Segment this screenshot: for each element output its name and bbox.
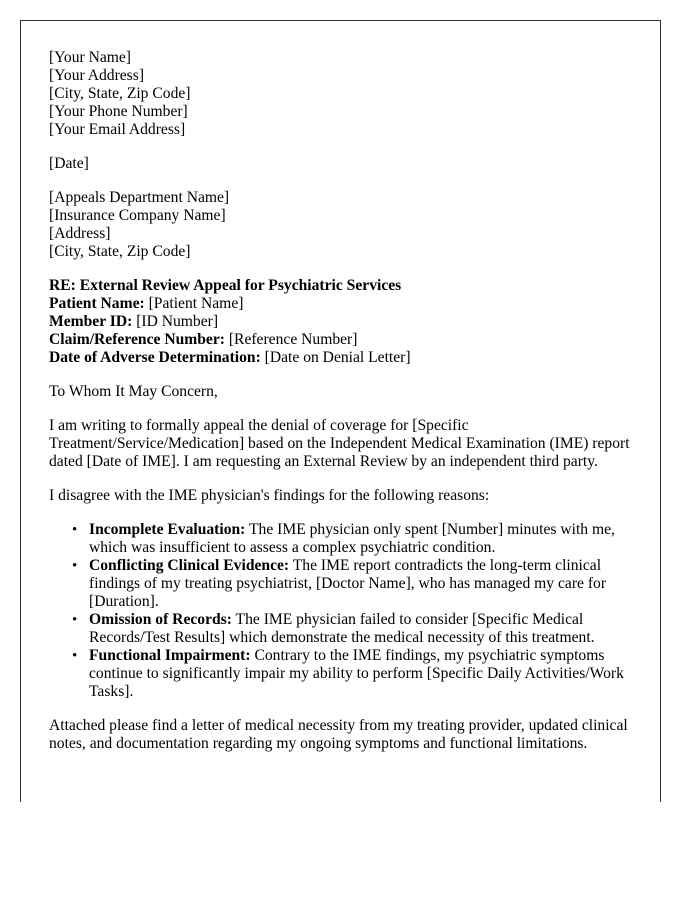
reference-field-patient-name — [49, 295, 632, 313]
letter-page — [20, 20, 661, 802]
disagree-lead-paragraph: I disagree with the IME physician's findings for the following reasons: — [49, 487, 490, 504]
intro-paragraph: I am writing to formally appeal the denial of coverage for [Specific Treatment/Service/Medication] based on the Independent Medical Examination (IME) report dated [Date of IME]. I am requesting an External Review by an independent third party. — [49, 417, 630, 470]
reference-field-member-id — [49, 313, 632, 331]
subject-text: RE: External Review Appeal for Psychiatric Services — [49, 277, 402, 294]
bullet-icon: • — [72, 522, 78, 538]
sender-name: [Your Name] — [49, 49, 132, 66]
recipient-address-block — [49, 189, 632, 261]
reason-title: Incomplete Evaluation: — [89, 521, 246, 538]
sender-email: [Your Email Address] — [49, 121, 186, 138]
field-label: Patient Name: — [49, 295, 145, 312]
sender-address-block — [49, 49, 632, 139]
bullet-icon: • — [72, 558, 78, 574]
field-label: Date of Adverse Determination: — [49, 349, 261, 366]
reason-item-incomplete-evaluation — [72, 521, 632, 557]
reason-item-omission-of-records — [72, 611, 632, 647]
field-value: [ID Number] — [132, 313, 219, 330]
recipient-city-state-zip: [City, State, Zip Code] — [49, 243, 191, 260]
reason-title: Conflicting Clinical Evidence: — [89, 557, 290, 574]
field-value: [Reference Number] — [224, 331, 358, 348]
sender-city-state-zip: [City, State, Zip Code] — [49, 85, 191, 102]
reason-item-conflicting-evidence — [72, 557, 632, 611]
document-viewport — [20, 20, 661, 802]
field-label: Member ID: — [49, 313, 133, 330]
salutation: To Whom It May Concern, — [49, 383, 218, 400]
reference-field-claim-number — [49, 331, 632, 349]
bullet-icon: • — [72, 612, 78, 628]
reason-text: The IME report contradicts the long-term clinical findings of my treating psychiatrist, [Doctor Name], who has managed my care for [Duration]. — [89, 557, 607, 610]
reason-text: The IME physician only spent [Number] minutes with me, which was insufficient to assess a complex psychiatric condition. — [89, 521, 615, 556]
reference-field-determination-date — [49, 349, 632, 367]
reference-block — [49, 277, 632, 367]
sender-phone: [Your Phone Number] — [49, 103, 188, 120]
letter-content — [21, 21, 660, 753]
reason-text: Contrary to the IME findings, my psychiatric symptoms continue to significantly impair my ability to perform [Specific Daily Activities/Work Tasks]. — [89, 647, 624, 700]
recipient-address: [Address] — [49, 225, 111, 242]
letter-date: [Date] — [49, 155, 89, 172]
subject-line — [49, 277, 632, 295]
field-label: Claim/Reference Number: — [49, 331, 225, 348]
field-value: [Patient Name] — [144, 295, 244, 312]
bullet-icon: • — [72, 648, 78, 664]
reason-text: The IME physician failed to consider [Specific Medical Records/Test Results] which demonstrate the medical necessity of this treatment. — [89, 611, 595, 646]
date-block — [49, 155, 632, 173]
field-value: [Date on Denial Letter] — [260, 349, 411, 366]
recipient-company: [Insurance Company Name] — [49, 207, 226, 224]
reason-title: Omission of Records: — [89, 611, 232, 628]
reasons-list — [49, 521, 632, 701]
reason-title: Functional Impairment: — [89, 647, 251, 664]
sender-address: [Your Address] — [49, 67, 145, 84]
attachments-paragraph: Attached please find a letter of medical necessity from my treating provider, updated clinical notes, and documentation regarding my ongoing symptoms and functional limitations. — [49, 717, 628, 752]
recipient-department: [Appeals Department Name] — [49, 189, 230, 206]
reason-item-functional-impairment — [72, 647, 632, 701]
